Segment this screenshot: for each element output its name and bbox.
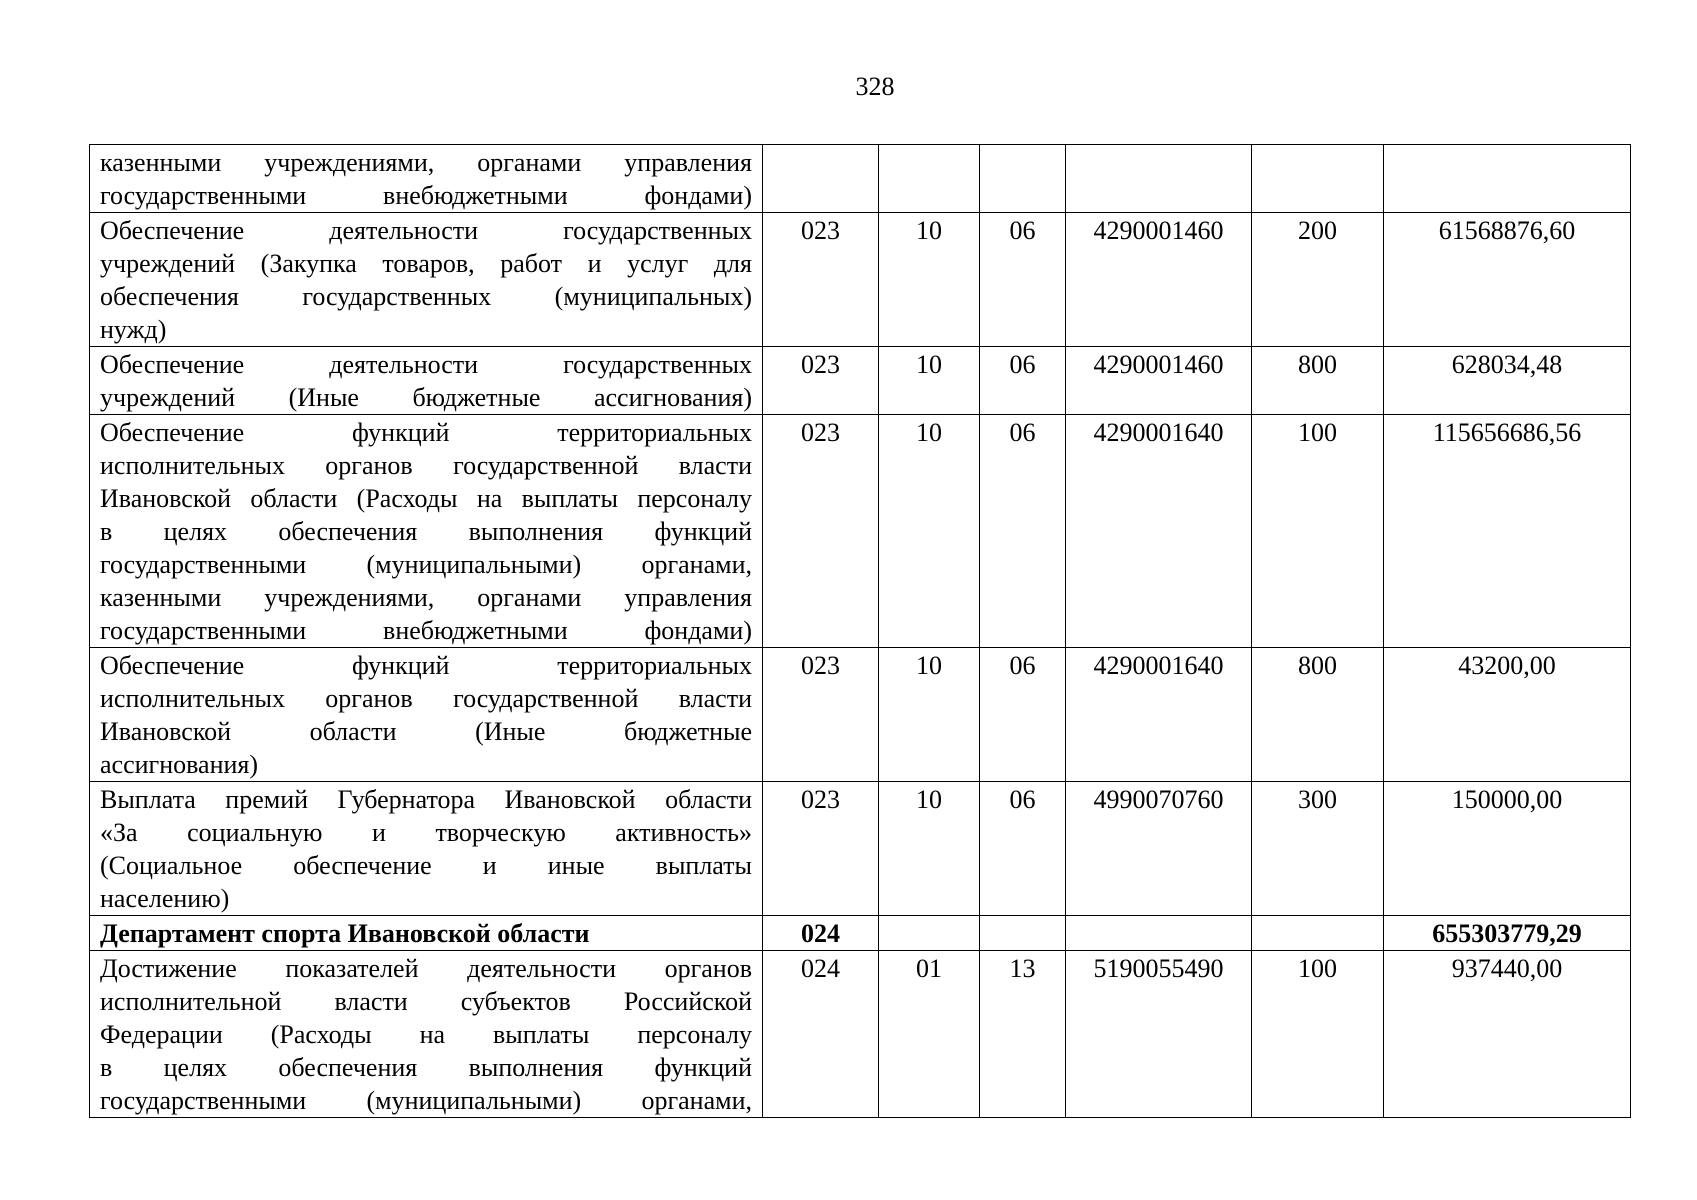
cell-amount: 115656686,56 xyxy=(1384,415,1631,648)
description-line: Обеспечение функций территориальных xyxy=(100,651,752,680)
cell-grbs-code: 024 xyxy=(763,916,879,951)
cell-subsection: 06 xyxy=(980,648,1066,782)
description-line: (Социальное обеспечение и иные выплаты xyxy=(100,851,752,880)
cell-target-article: 4290001460 xyxy=(1066,213,1252,347)
table-row xyxy=(90,145,1631,213)
description-line: Обеспечение деятельности государственных xyxy=(100,350,752,379)
description-line: Департамент спорта Ивановской области xyxy=(100,919,590,948)
table-row xyxy=(90,782,1631,916)
cell-description xyxy=(90,648,763,782)
cell-expense-type xyxy=(1252,916,1384,951)
cell-subsection xyxy=(980,916,1066,951)
description-line: нужд) xyxy=(100,315,167,344)
description-line: Обеспечение функций территориальных xyxy=(100,418,752,447)
cell-description xyxy=(90,951,763,1118)
cell-section: 10 xyxy=(879,415,980,648)
cell-amount: 150000,00 xyxy=(1384,782,1631,916)
cell-grbs-code: 023 xyxy=(763,782,879,916)
cell-grbs-code: 023 xyxy=(763,648,879,782)
cell-grbs-code: 023 xyxy=(763,415,879,648)
budget-table xyxy=(89,144,1631,1118)
cell-description xyxy=(90,145,763,213)
cell-expense-type: 100 xyxy=(1252,415,1384,648)
cell-description xyxy=(90,415,763,648)
description-line: казенными учреждениями, органами управления xyxy=(100,583,752,612)
description-line: Обеспечение деятельности государственных xyxy=(100,216,752,245)
cell-expense-type: 100 xyxy=(1252,951,1384,1118)
table-row xyxy=(90,415,1631,648)
description-line: Ивановской области (Расходы на выплаты персоналу xyxy=(100,484,752,513)
cell-expense-type: 200 xyxy=(1252,213,1384,347)
cell-amount: 655303779,29 xyxy=(1384,916,1631,951)
description-line: Ивановской области (Иные бюджетные xyxy=(100,717,752,746)
cell-target-article: 5190055490 xyxy=(1066,951,1252,1118)
cell-grbs-code: 023 xyxy=(763,347,879,415)
description-line: обеспечения государственных (муниципальных) xyxy=(100,282,752,311)
cell-target-article: 4290001640 xyxy=(1066,648,1252,782)
cell-grbs-code: 023 xyxy=(763,213,879,347)
cell-expense-type: 800 xyxy=(1252,648,1384,782)
cell-expense-type: 800 xyxy=(1252,347,1384,415)
description-line: учреждений (Иные бюджетные ассигнования) xyxy=(100,383,752,412)
description-line: Федерации (Расходы на выплаты персоналу xyxy=(100,1020,752,1049)
cell-description xyxy=(90,782,763,916)
cell-subsection: 13 xyxy=(980,951,1066,1118)
cell-description xyxy=(90,213,763,347)
cell-description xyxy=(90,916,763,951)
cell-section: 10 xyxy=(879,347,980,415)
description-line: государственными внебюджетными фондами) xyxy=(100,616,752,645)
cell-grbs-code xyxy=(763,145,879,213)
cell-target-article xyxy=(1066,145,1252,213)
description-line: в целях обеспечения выполнения функций xyxy=(100,517,752,546)
description-line: ассигнования) xyxy=(100,750,259,779)
cell-subsection: 06 xyxy=(980,213,1066,347)
cell-subsection xyxy=(980,145,1066,213)
cell-section: 01 xyxy=(879,951,980,1118)
description-line: населению) xyxy=(100,884,230,913)
description-line: исполнительных органов государственной власти xyxy=(100,451,752,480)
cell-section xyxy=(879,145,980,213)
description-line: исполнительных органов государственной власти xyxy=(100,684,752,713)
table-row xyxy=(90,213,1631,347)
cell-amount: 628034,48 xyxy=(1384,347,1631,415)
page-number: 328 xyxy=(855,72,895,101)
cell-amount: 61568876,60 xyxy=(1384,213,1631,347)
table-row xyxy=(90,648,1631,782)
description-line: государственными (муниципальными) органами, xyxy=(100,1086,752,1115)
table-row-department xyxy=(90,916,1631,951)
description-line: исполнительной власти субъектов Российской xyxy=(100,987,752,1016)
cell-subsection: 06 xyxy=(980,347,1066,415)
cell-section: 10 xyxy=(879,213,980,347)
cell-subsection: 06 xyxy=(980,415,1066,648)
table-row xyxy=(90,347,1631,415)
cell-amount: 43200,00 xyxy=(1384,648,1631,782)
description-line: государственными (муниципальными) органами, xyxy=(100,550,752,579)
description-line: казенными учреждениями, органами управления xyxy=(100,148,752,177)
cell-expense-type xyxy=(1252,145,1384,213)
cell-description xyxy=(90,347,763,415)
cell-amount xyxy=(1384,145,1631,213)
cell-subsection: 06 xyxy=(980,782,1066,916)
cell-section: 10 xyxy=(879,782,980,916)
table-body xyxy=(90,145,1631,1118)
description-line: государственными внебюджетными фондами) xyxy=(100,181,752,210)
cell-expense-type: 300 xyxy=(1252,782,1384,916)
description-line: Достижение показателей деятельности органов xyxy=(100,954,752,983)
description-line: «За социальную и творческую активность» xyxy=(100,818,752,847)
cell-target-article xyxy=(1066,916,1252,951)
cell-section xyxy=(879,916,980,951)
cell-target-article: 4290001640 xyxy=(1066,415,1252,648)
table-row xyxy=(90,951,1631,1118)
cell-section: 10 xyxy=(879,648,980,782)
cell-target-article: 4290001460 xyxy=(1066,347,1252,415)
cell-target-article: 4990070760 xyxy=(1066,782,1252,916)
description-line: Выплата премий Губернатора Ивановской области xyxy=(100,785,752,814)
description-line: в целях обеспечения выполнения функций xyxy=(100,1053,752,1082)
description-line: учреждений (Закупка товаров, работ и услуг для xyxy=(100,249,752,278)
cell-grbs-code: 024 xyxy=(763,951,879,1118)
cell-amount: 937440,00 xyxy=(1384,951,1631,1118)
